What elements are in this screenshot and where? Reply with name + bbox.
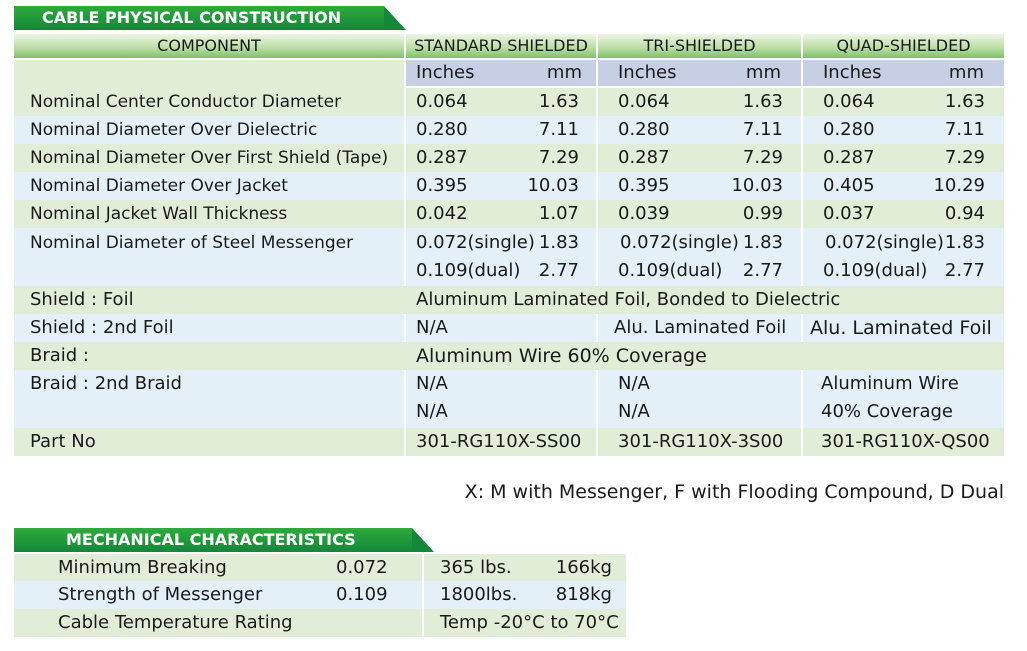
column-divider (404, 370, 406, 456)
column-divider (404, 314, 406, 342)
unit-inches: Inches (823, 62, 882, 83)
unit-mm: mm (745, 62, 781, 83)
column-divider (596, 370, 598, 456)
row-label: Shield : Foil (30, 289, 134, 310)
row-label: Braid : (30, 345, 89, 366)
row-label: Shield : 2nd Foil (30, 317, 174, 338)
cell-value: Aluminum Laminated Foil, Bonded to Dielectric (416, 289, 841, 310)
cell-value: 0.039 (618, 203, 670, 224)
temperature-rating: Temp -20°C to 70°C (440, 612, 619, 633)
cell-value: Aluminum Wire (821, 373, 959, 394)
cell-value: 0.280 (416, 119, 468, 140)
unit-mm: mm (546, 62, 582, 83)
cell-value: 1.63 (538, 91, 579, 112)
cell-value: 1.83 (538, 232, 579, 253)
cell-value: N/A (416, 401, 448, 422)
cell-value: 40% Coverage (821, 401, 953, 422)
cell-value: 0.405 (823, 175, 875, 196)
cell-value: N/A (618, 373, 650, 394)
row-label: Braid : 2nd Braid (30, 373, 182, 394)
cell-value: 0.280 (618, 119, 670, 140)
cell-value: N/A (416, 373, 448, 394)
cell-value: 0.109(dual) (823, 260, 928, 281)
cell-value: 2.77 (742, 260, 783, 281)
row-label: Nominal Diameter of Steel Messenger (30, 233, 354, 253)
cell-value: 1.63 (944, 91, 985, 112)
column-divider (404, 34, 406, 286)
unit-inches: Inches (618, 62, 677, 83)
cell-value: 10.03 (527, 175, 579, 196)
cell-value: 7.11 (742, 119, 783, 140)
cell-value: 0.064 (823, 91, 875, 112)
mechanical-title-text: MECHANICAL CHARACTERISTICS (66, 530, 356, 549)
cell-value: Alu. Laminated Foil (614, 317, 787, 338)
row-label: Cable Temperature Rating (58, 612, 293, 633)
cell-value: 7.29 (538, 147, 579, 168)
cell-value: Aluminum Wire 60% Coverage (416, 345, 707, 367)
row-label: Minimum Breaking (58, 557, 227, 578)
cell-value: 0.280 (823, 119, 875, 140)
cell-value: N/A (416, 317, 448, 338)
column-divider (801, 370, 803, 456)
cell-value: 7.29 (742, 147, 783, 168)
cell-value: 0.042 (416, 203, 468, 224)
part-number: 301-RG110X-QS00 (821, 431, 990, 452)
cell-value: 0.072(single) (416, 232, 535, 253)
cell-value: 7.29 (944, 147, 985, 168)
row-label: Nominal Diameter Over First Shield (Tape) (30, 148, 389, 168)
units-standard (406, 60, 596, 86)
group-header-standard: STANDARD SHIELDED (406, 34, 596, 58)
group-header-tri: TRI-SHIELDED (598, 34, 801, 58)
row-label: Part No (30, 431, 96, 452)
units-quad (803, 60, 1004, 86)
part-number: 301-RG110X-SS00 (416, 431, 582, 452)
cell-value: 0.072(single) (620, 232, 739, 253)
cell-value: 2.77 (944, 260, 985, 281)
cell-value: 10.03 (731, 175, 783, 196)
cell-value: 0.064 (618, 91, 670, 112)
row-label: Nominal Diameter Over Dielectric (30, 120, 318, 140)
row-label: Nominal Center Conductor Diameter (30, 92, 342, 112)
mechanical-title (14, 528, 412, 552)
cell-value: 0.94 (944, 203, 985, 224)
cell-value: 7.11 (944, 119, 985, 140)
units-tri (598, 60, 801, 86)
column-divider (801, 34, 803, 286)
row-label: Nominal Jacket Wall Thickness (30, 204, 288, 224)
row-label: Nominal Diameter Over Jacket (30, 176, 288, 196)
cell-value: 0.287 (823, 147, 875, 168)
column-divider (596, 314, 598, 342)
cell-value: N/A (618, 401, 650, 422)
cell-value: Alu. Laminated Foil (810, 317, 992, 339)
cell-value: 0.109(dual) (416, 260, 521, 281)
unit-mm: mm (948, 62, 984, 83)
cell-value: 1.63 (742, 91, 783, 112)
cell-value: 0.072(single) (825, 232, 944, 253)
cell-value: 818kg (555, 584, 612, 605)
construction-title (14, 6, 384, 30)
cell-value: 0.072 (336, 557, 388, 578)
footnote: X: M with Messenger, F with Flooding Compound, D Dual (464, 481, 1004, 503)
cell-value: 1.83 (944, 232, 985, 253)
cell-value: 1.83 (742, 232, 783, 253)
cell-value: 0.037 (823, 203, 875, 224)
component-header: COMPONENT (14, 34, 404, 58)
cell-value: 1800lbs. (440, 584, 518, 605)
cell-value: 0.109 (336, 584, 388, 605)
row-bg (406, 88, 1004, 116)
cell-value: 0.287 (416, 147, 468, 168)
cell-value: 0.064 (416, 91, 468, 112)
cell-value: 0.109(dual) (618, 260, 723, 281)
cell-value: 1.07 (538, 203, 579, 224)
cell-value: 2.77 (538, 260, 579, 281)
cell-value: 365 lbs. (440, 557, 512, 578)
cell-value: 0.287 (618, 147, 670, 168)
cell-value: 10.29 (933, 175, 985, 196)
construction-title-text: CABLE PHYSICAL CONSTRUCTION (42, 8, 342, 27)
column-divider (801, 314, 803, 342)
cell-value: 166kg (555, 557, 612, 578)
row-label: Strength of Messenger (58, 584, 263, 605)
column-divider (596, 34, 598, 286)
cell-value: 0.395 (416, 175, 468, 196)
part-number: 301-RG110X-3S00 (618, 431, 784, 452)
cell-value: 7.11 (538, 119, 579, 140)
group-header-quad: QUAD-SHIELDED (803, 34, 1004, 58)
unit-inches: Inches (416, 62, 475, 83)
cell-value: 0.395 (618, 175, 670, 196)
cell-value: 0.99 (742, 203, 783, 224)
